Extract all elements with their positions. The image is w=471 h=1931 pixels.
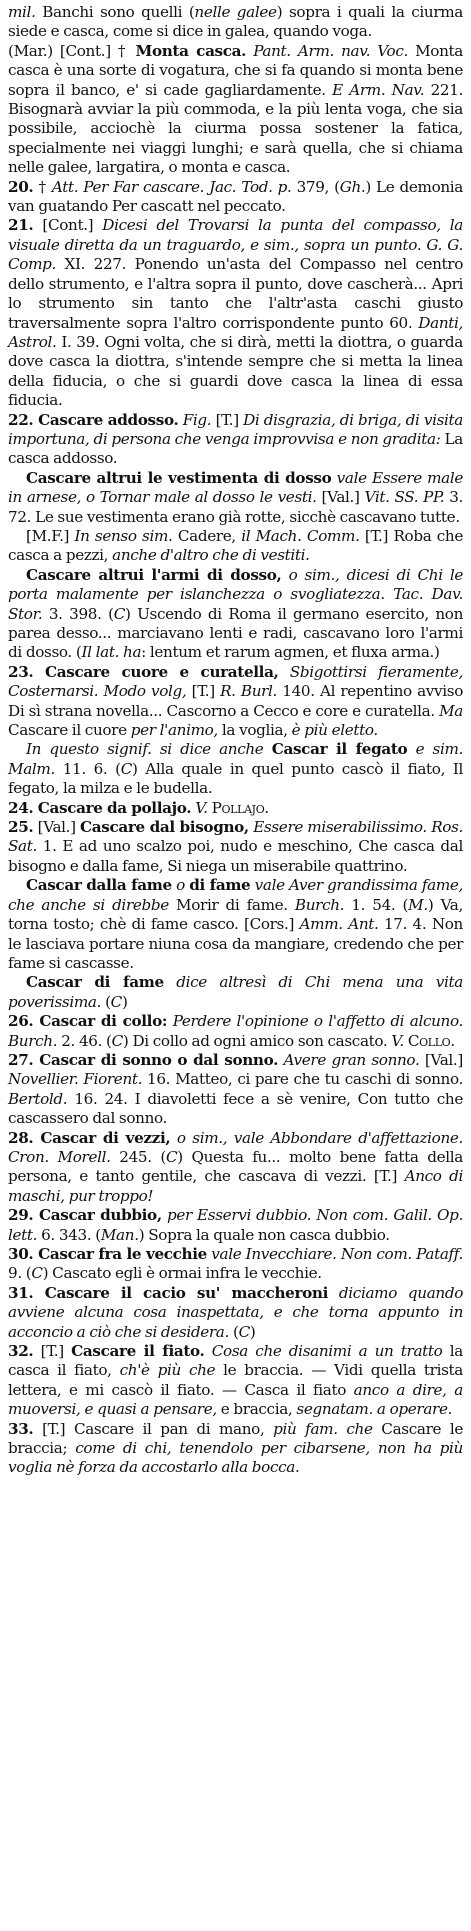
entry-text: ) Cascato egli è ormai infra le vecchie. xyxy=(42,1264,322,1283)
dictionary-entry xyxy=(8,818,467,876)
entry-text xyxy=(279,663,290,681)
entry-text: Banchi sono quelli ( xyxy=(35,3,195,21)
entry-text: Bertold. xyxy=(8,1089,68,1108)
entry-text: 25. xyxy=(8,818,34,837)
entry-text: Cosa che disanimi a un tratto xyxy=(211,1342,443,1361)
entry-text: Amm. Ant. xyxy=(299,915,379,934)
entry-text: 21. xyxy=(8,216,34,235)
dictionary-entry xyxy=(8,1206,467,1245)
entry-text: [M.F.] xyxy=(26,526,75,545)
entry-text: 1. 54. ( xyxy=(344,895,409,914)
entry-text: 20. xyxy=(8,177,34,196)
entry-text: Ma xyxy=(439,701,463,720)
entry-text: diciamo quando avviene alcuna cosa inaspettata, e che torna appunto in acconcio a ciò che si desidera. xyxy=(8,1283,467,1341)
dictionary-entry xyxy=(8,1050,467,1129)
entry-text: C xyxy=(165,1147,178,1166)
dictionary-entry xyxy=(8,662,467,741)
entry-text: 32. xyxy=(8,1342,34,1361)
entry-text: [Val.] xyxy=(316,488,365,507)
dictionary-entry xyxy=(8,1342,467,1420)
entry-text: Cascar il fegato xyxy=(271,740,408,759)
entry-text: ) Le demonia van guatando Per cascatt nel peccato. xyxy=(8,177,467,216)
entry-text: Anco di maschi, pur troppo! xyxy=(8,1167,467,1205)
entry-text: Pant. Arm. nav. Voc. xyxy=(253,41,408,60)
dictionary-entry xyxy=(8,177,467,217)
entry-text: [T.] xyxy=(211,410,244,429)
dictionary-entry xyxy=(8,1245,467,1284)
dictionary-entry xyxy=(8,1128,467,1207)
entry-text: 3. 72. Le sue vestimenta erano già rotte, sicchè cascavano tutte. xyxy=(8,488,467,526)
entry-text: 22. Cascare addosso. xyxy=(8,410,179,429)
entry-text: segnatam. a operare. xyxy=(296,1400,453,1419)
entry-text xyxy=(328,1284,339,1302)
entry-text: 24. Cascare da pollajo. xyxy=(8,798,192,817)
entry-text: C xyxy=(238,1322,250,1341)
entry-text: Cascar dalla fame xyxy=(26,876,172,895)
dictionary-entry xyxy=(8,1419,467,1478)
entry-text: il Mach. Comm. xyxy=(241,526,360,545)
entry-text: ( xyxy=(229,1322,239,1341)
entry-text: † xyxy=(33,177,52,196)
entry-text: ) Alla quale in quel punto cascò il fiato, Il fegato, la milza e le budella. xyxy=(8,759,467,798)
entry-text: vale Essere male in arnese, o Tornar male al dosso le vesti. xyxy=(8,468,467,507)
entry-text: [Val.] xyxy=(419,1050,467,1069)
entry-text: la casca il fiato, xyxy=(8,1342,467,1380)
entry-text: [Val.] xyxy=(33,818,81,837)
entry-text: Cascare altrui l'armi di dosso, xyxy=(26,565,282,584)
dictionary-entry xyxy=(8,3,467,42)
entry-text xyxy=(407,740,415,758)
entry-text: ) Di collo ad ogni amico son cascato. xyxy=(122,1031,392,1050)
entry-text: 1. E ad uno scalzo poi, nudo e meschino, Che casca dal bisogno e dalla fame, Si niega un miserabile quattrino. xyxy=(8,837,467,875)
entry-text: 11. 6. ( xyxy=(54,759,121,778)
entry-text: V. xyxy=(195,798,208,817)
dictionary-entry xyxy=(8,216,467,410)
dictionary-entry xyxy=(8,468,467,527)
dictionary-entry xyxy=(8,526,467,566)
entry-text: anco a dire, a muoversi, e quasi a pensare, xyxy=(8,1380,467,1419)
entry-text: e braccia, xyxy=(216,1400,297,1419)
entry-text: Collo. xyxy=(407,1031,455,1050)
entry-text: e sim. Malm. xyxy=(8,740,467,778)
entry-text: Att. Per Far cascare. Jac. Tod. p. xyxy=(51,177,292,196)
dictionary-entry xyxy=(8,876,467,973)
entry-text: Cascar di fame xyxy=(26,973,164,992)
entry-text: per Esservi dubbio. Non com. Galil. Op. lett. xyxy=(8,1206,467,1244)
entry-text: mil. xyxy=(8,3,36,21)
entry-text: come di chi, tenendolo per cibarsene, non ha più voglia nè forza da accostarlo alla bocca. xyxy=(8,1439,467,1477)
dictionary-entry xyxy=(8,1283,467,1342)
entry-text: [Cont.] xyxy=(33,216,103,235)
entry-text: o sim., dicesi di Chi le porta malamente per islanchezza o svogliatezza. Tac. Dav. Stor. xyxy=(8,565,467,623)
entry-text: 16. 24. I diavoletti fece a sè venire, Con tutto che cascassero dal sonno. xyxy=(8,1089,467,1128)
entry-text: Danti, Astrol. xyxy=(8,313,467,351)
entry-text: 30. Cascar fra le vecchie xyxy=(8,1245,207,1263)
entry-text: Fig. xyxy=(182,410,212,429)
entry-text: o sim., vale Abbondare d'affettazione. Cron. Morell. xyxy=(8,1128,467,1166)
entry-text: Essere miserabilissimo. Ros. Sat. xyxy=(8,818,467,856)
entry-text: Vit. SS. PP. xyxy=(364,488,445,507)
entry-text: M. xyxy=(408,895,428,914)
entry-text: Pollajo. xyxy=(211,798,269,817)
entry-text: la voglia, xyxy=(217,721,292,740)
entry-text: dice altresì di Chi mena una vita poverissima. xyxy=(8,973,467,1011)
entry-text: 9. ( xyxy=(8,1245,467,1283)
entry-text: di fame xyxy=(189,876,251,895)
entry-text: In questo signif. si dice anche xyxy=(26,740,264,759)
entry-text: Cascare altrui le vestimenta di dosso xyxy=(26,468,332,487)
entry-text: Cascare dal bisogno, xyxy=(80,818,249,837)
entry-text: nelle galee xyxy=(194,3,277,21)
dictionary-entry xyxy=(8,740,467,798)
dictionary-entry xyxy=(8,973,467,1012)
entry-text: V. xyxy=(391,1031,404,1050)
entry-text: ) sopra i quali la ciurma siede e casca, come si dice in galea, quando voga. xyxy=(8,3,467,41)
entry-text: C xyxy=(111,1031,123,1050)
entry-text: per l'animo, xyxy=(130,721,218,740)
entry-text: Il lat. ha xyxy=(81,643,142,662)
entry-text: ) Va, torna tosto; chè di fame casco. [Cors.] xyxy=(8,895,467,934)
dictionary-entry xyxy=(8,565,467,663)
entry-text: Cascare il fiato. xyxy=(71,1342,205,1361)
entry-text: Morir di fame. xyxy=(168,895,295,914)
entry-text: 3. 398. ( xyxy=(42,604,114,623)
entry-text: vale Aver grandissima fame, che anche si direbbe xyxy=(8,876,467,914)
entry-text: C xyxy=(31,1264,43,1283)
entry-text: ) Questa fu... molto bene fatta della persona, e tanto gentile, che cascava di vezzi. [T.] xyxy=(8,1147,467,1186)
entry-text xyxy=(204,1342,211,1360)
entry-text: 31. Cascare il cacio su' maccheroni xyxy=(8,1283,328,1302)
entry-text: anche d'altro che di vestiti. xyxy=(112,546,310,565)
entry-text: XI. 227. Ponendo un'asta del Compasso nel centro dello strumento, e l'altra sopra il punto, dove cascherà... Apri lo strumento sin tanto che l'altr'asta caschi giusto traversalmente sopra l'altro corrispondente punto 60. xyxy=(8,255,467,332)
entry-text: C xyxy=(110,992,122,1011)
entry-text: Monta casca è una sorte di vogatura, che si fa quando si monta bene sopra il banco, e' si cade gagliardamente. xyxy=(8,41,467,99)
entry-text: 17. 4. Non le lasciava portare niuna cosa da mangiare, credendo che per fame si cascasse. xyxy=(8,915,467,972)
entry-text: I. 39. Ogni volta, che si dirà, metti la diottra, o guarda dove casca la diottra, s'intende sempre che si metta la linea della fiducia, o che si guardi dove casca la linea di essa fiducia. xyxy=(8,332,467,410)
entry-text: 6. 343. ( xyxy=(37,1225,101,1244)
entry-text: 2. 46. ( xyxy=(57,1031,112,1050)
dictionary-entry xyxy=(8,41,467,178)
entry-text xyxy=(170,1129,177,1147)
entry-text: Man. xyxy=(100,1225,139,1244)
entry-text: 26. Cascar di collo: xyxy=(8,1012,168,1031)
entry-text: In senso sim. xyxy=(74,526,173,545)
entry-text: o xyxy=(176,876,185,895)
entry-text: R. Burl. xyxy=(220,682,278,701)
entry-text: 23. Cascare cuore e curatella, xyxy=(8,662,279,681)
entry-text: ) Sopra la quale non casca dubbio. xyxy=(138,1225,390,1244)
entry-text: [T.] xyxy=(33,1342,72,1361)
entry-text: [T.] Cascare il pan di mano, xyxy=(33,1419,274,1438)
entry-text: Novellier. Fiorent. xyxy=(8,1070,143,1089)
entry-text: ) Uscendo di Roma il germano esercito, non parea desso... marciavano lenti e radi, cascavano loro l'armi di dosso. ( xyxy=(8,604,467,662)
entry-text: 28. Cascar di vezzi, xyxy=(8,1128,171,1147)
entry-text: Di disgrazia, di briga, di visita importuna, di persona che venga improvvisa e non gradita: xyxy=(8,410,467,448)
entry-text: vale Invecchiare. Non com. Pataff. xyxy=(211,1245,464,1263)
entry-text: 27. Cascar di sonno o dal sonno. xyxy=(8,1050,279,1069)
entry-text: Perdere l'opinione o l'affetto di alcuno. Burch. xyxy=(8,1012,467,1050)
entry-text: ) xyxy=(121,992,128,1011)
dictionary-entry xyxy=(8,1012,467,1051)
entry-text: 29. Cascar dubbio, xyxy=(8,1206,162,1225)
entry-text: 221. Bisognarà avviar la più commoda, e la più lenta voga, che sia possibile, acciochè la ciurma possa sostener la fatica, specialmente nei viaggi lunghi; e sarà quella, che si chiama nelle galee, largatira, o monta e casca. xyxy=(8,80,467,177)
entry-text: Cadere, xyxy=(172,526,242,545)
entry-text: Gh. xyxy=(339,177,366,196)
entry-text: Avere gran sonno. xyxy=(283,1050,420,1069)
entry-text xyxy=(263,740,271,758)
entry-text: ) xyxy=(249,1322,256,1341)
entry-text: le braccia. — Vidi quella trista lettera, e mi cascò il fiato. — Casca il fiato xyxy=(8,1361,467,1399)
entry-text: è più eletto. xyxy=(291,721,378,740)
entry-text: Sbigottirsi fieramente, Costernarsi. Modo volg, xyxy=(8,662,467,701)
entry-text: Cascare le braccia; xyxy=(8,1419,467,1458)
entry-text: 245. ( xyxy=(110,1147,166,1166)
entry-text: E Arm. Nav. xyxy=(332,80,425,99)
entry-text: La casca addosso. xyxy=(8,429,467,468)
entry-text: C xyxy=(113,604,125,623)
entry-text: ( xyxy=(101,992,111,1011)
dictionary-entry xyxy=(8,799,463,818)
entry-text xyxy=(281,566,288,584)
entry-text: Dicesi del Trovarsi la punta del compasso, la visuale diretta da un traguardo, e sim., sopra un punto. G. G. Comp. xyxy=(8,216,467,274)
entry-text: C xyxy=(120,759,132,778)
entry-text: Monta casca. xyxy=(135,41,247,60)
entry-text: 379, ( xyxy=(291,177,340,196)
entry-text: 33. xyxy=(8,1419,34,1438)
entry-text: (Mar.) [Cont.] † xyxy=(8,41,136,60)
entry-text: [T.] Roba che casca a pezzi, xyxy=(8,526,467,565)
entry-text: più fam. che xyxy=(273,1419,373,1438)
entry-text: Burch. xyxy=(294,895,345,914)
entry-text: : lentum et rarum agmen, et fluxa arma.) xyxy=(141,643,440,662)
entry-text: [T.] xyxy=(186,682,221,701)
entry-text: 16. Matteo, ci pare che tu caschi di sonno. xyxy=(142,1070,467,1089)
entry-text xyxy=(164,973,177,991)
entry-text: ch'è più che xyxy=(119,1361,216,1380)
entry-text: 140. Al repentino avviso Di sì strana novella... Cascorno a Cecco e core e curatella. xyxy=(8,682,467,720)
entry-text: Cascare il cuore xyxy=(8,701,467,740)
dictionary-entry xyxy=(8,410,467,469)
